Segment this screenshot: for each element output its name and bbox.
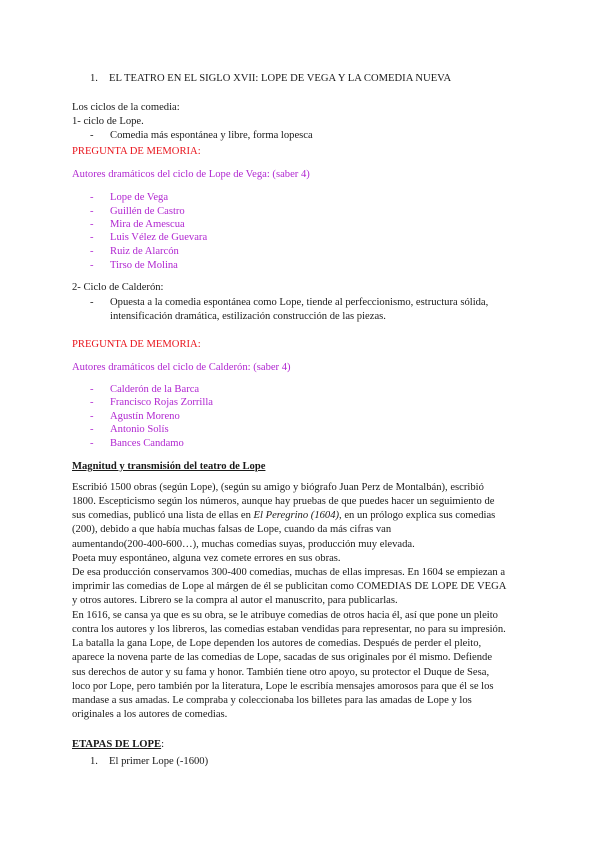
paragraph-line: De esa producción conservamos 300-400 comedias, muchas de ellas impresas. En 1604 se empiezan a <box>72 567 506 578</box>
bullet-marker: - <box>90 130 94 141</box>
autores-lope-heading: Autores dramáticos del ciclo de Lope de Vega: (saber 4) <box>72 169 310 180</box>
paragraph-line: imprimir las comedias de Lope al márgen de él se publicitan como COMEDIAS DE LOPE DE VEGA <box>72 581 507 592</box>
list-bullet: - <box>90 397 94 408</box>
paragraph-line: contra los autores y los libreros, las comedias estaban vendidas para representar, no para su impresión. <box>72 624 506 635</box>
pregunta-memoria-2: PREGUNTA DE MEMORIA: <box>72 339 201 350</box>
list-bullet: - <box>90 219 94 230</box>
ciclo-calderon-desc-2: intensificación dramática, estilización construcción de las piezas. <box>110 311 386 322</box>
list-item: Mira de Amescua <box>110 219 185 230</box>
list-item: Guillén de Castro <box>110 206 185 217</box>
paragraph-line: loco por Lope, pero también por la literatura, Lope le escribía mensajes amorosos para que él se los <box>72 681 494 692</box>
list-item: Lope de Vega <box>110 192 169 203</box>
paragraph-line: sus comedias, publicó una lista de ellas en El Peregrino (1604), en un prólogo explica sus comedias <box>72 510 496 521</box>
paragraph-line: (200), debido a que había muchas falsas de Lope, cuando da más cifras van <box>72 524 392 535</box>
paragraph-line: Escribió 1500 obras (según Lope), (según su amigo y biógrafo Juan Perz de Montalbán), escribió <box>72 482 484 493</box>
list-bullet: - <box>90 384 94 395</box>
paragraph-line: En 1616, se cansa ya que es su obra, se le atribuye comedias de otros hacia él, así que pone un pleito <box>72 610 498 621</box>
book-title: El Peregrino (1604) <box>253 510 340 521</box>
etapas-item-number: 1. <box>90 756 98 767</box>
etapas-heading: ETAPAS DE LOPE: <box>72 739 165 750</box>
list-item: Tirso de Molina <box>110 260 178 271</box>
paragraph-line: Poeta muy espontáneo, alguna vez comete errores en sus obras. <box>72 553 341 564</box>
list-bullet: - <box>90 297 94 308</box>
paragraph-line: aumentando(200-400-600…), muchas comedias suyas, producción muy elevada. <box>72 539 415 550</box>
list-item: Calderón de la Barca <box>110 384 200 395</box>
paragraph-line: La batalla la gana Lope, de Lope dependen los autores de comedias. Después de perder el pleito, <box>72 638 482 649</box>
ciclo-lope-desc: Comedia más espontánea y libre, forma lopesca <box>110 130 313 141</box>
magnitud-heading: Magnitud y transmisión del teatro de Lope <box>72 461 266 472</box>
paragraph-line: originales a los autores de comedias. <box>72 709 228 720</box>
paragraph-line: y otros autores. Librero se la compra al autor el manuscrito, para publicarlas. <box>72 595 398 606</box>
list-bullet: - <box>90 232 94 243</box>
pregunta-memoria-1: PREGUNTA DE MEMORIA: <box>72 146 201 157</box>
list-bullet: - <box>90 206 94 217</box>
list-item: Francisco Rojas Zorrilla <box>110 397 213 408</box>
list-item: Ruiz de Alarcón <box>110 246 179 257</box>
paragraph-line: 1800. Escepticismo según los números, aunque hay pruebas de que puedes hacer un seguimiento de <box>72 496 495 507</box>
paragraph-line: aparece la novena parte de las comedias de Lope, sacadas de sus originales por él mismo. Defiende <box>72 652 493 663</box>
list-item: Bances Candamo <box>110 438 184 449</box>
list-bullet: - <box>90 438 94 449</box>
list-bullet: - <box>90 411 94 422</box>
list-bullet: - <box>90 246 94 257</box>
autores-calderon-heading: Autores dramáticos del ciclo de Calderón: (saber 4) <box>72 362 291 373</box>
list-item: Luis Vélez de Guevara <box>110 232 208 243</box>
paragraph-line: sus derechos de autor y su fama y honor. También tiene otro apoyo, su protector el Duque de Sesa, <box>72 667 490 678</box>
list-bullet: - <box>90 192 94 203</box>
ciclos-intro: Los ciclos de la comedia: <box>72 102 180 113</box>
section-number: 1. <box>90 73 98 84</box>
section-title: EL TEATRO EN EL SIGLO XVII: LOPE DE VEGA Y LA COMEDIA NUEVA <box>109 73 452 84</box>
list-bullet: - <box>90 260 94 271</box>
list-item: Agustín Moreno <box>110 411 180 422</box>
ciclo-lope-heading: 1- ciclo de Lope. <box>72 116 144 127</box>
paragraph-line: mandase a sus amadas. Le compraba y coleccionaba los billetes para las amadas de Lope y los <box>72 695 472 706</box>
etapas-item-text: El primer Lope (-1600) <box>109 756 209 767</box>
ciclo-calderon-heading: 2- Ciclo de Calderón: <box>72 282 164 293</box>
ciclo-calderon-desc-1: Opuesta a la comedia espontánea como Lope, tiende al perfeccionismo, estructura sólida, <box>110 297 489 308</box>
list-bullet: - <box>90 424 94 435</box>
list-item: Antonio Solís <box>110 424 169 435</box>
